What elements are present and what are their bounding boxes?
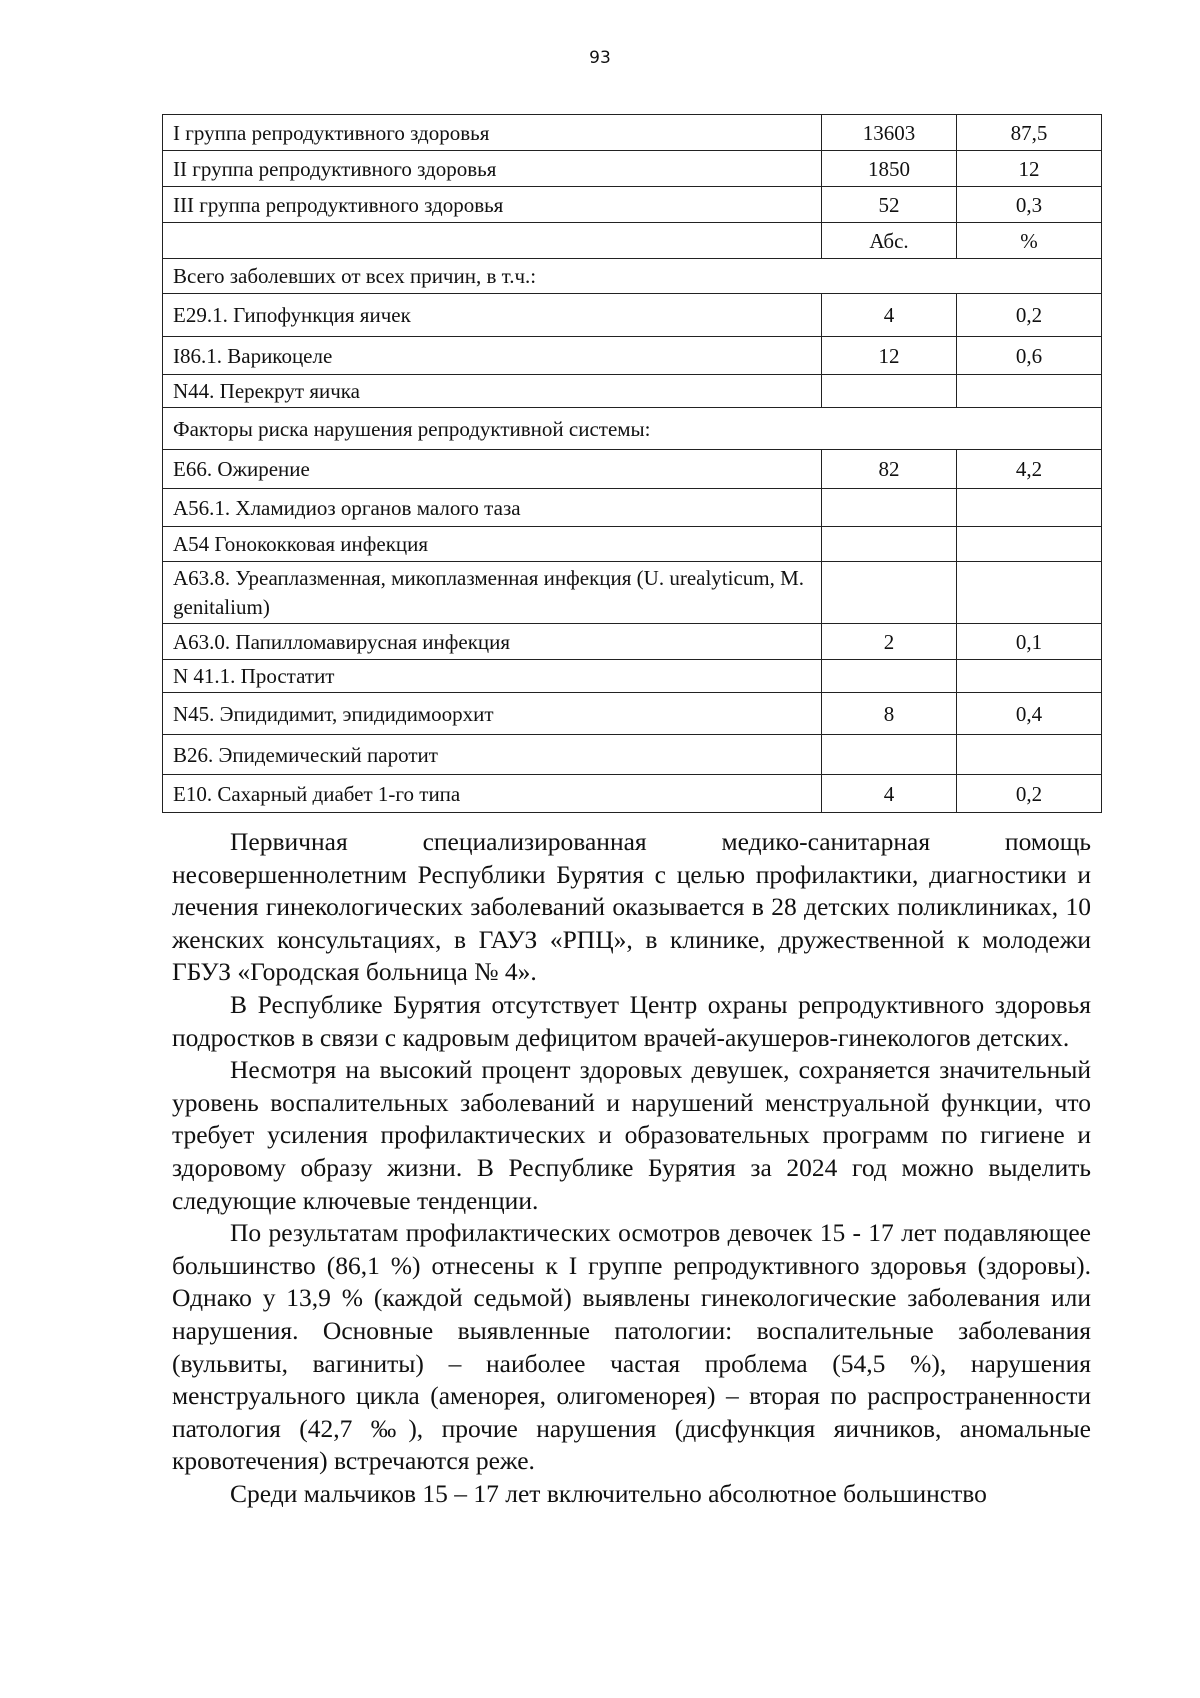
abs-value-cell: 1850 xyxy=(822,151,957,187)
abs-value-cell: 2 xyxy=(822,624,957,660)
percent-value-cell: 12 xyxy=(957,151,1102,187)
body-text xyxy=(172,826,1091,1510)
paragraph-3: Несмотря на высокий процент здоровых девушек, сохраняется значительный уровень воспалительных заболеваний и нарушений менструальной функции, что требует усиления профилактических и образовательных программ по гигиене и здоровому образу жизни. В Республике Бурятия за 2024 год можно выделить следующие ключевые тенденции. xyxy=(172,1055,1091,1215)
table-row xyxy=(163,151,1102,187)
row-label-cell: Всего заболевших от всех причин, в т.ч.: xyxy=(163,259,1102,294)
paragraph-4: По результатам профилактических осмотров девочек 15 - 17 лет подавляющее большинство (86,1 %) отнесены к I группе репродуктивного здоровья (здоровы). Однако у 13,9 % (каждой седьмой) выявлены гинекологические заболевания или нарушения. Основные выявленные патологии: воспалительные заболевания (вульвиты, вагиниты) – наиболее частая проблема (54,5 %), нарушения менструального цикла (аменорея, олигоменорея) – вторая по распространенности патология (42,7 ‰), прочие нарушения (дисфункция яичников, аномальные кровотечения) встречаются реже. xyxy=(172,1218,1091,1476)
row-label-cell: A63.0. Папилломавирусная инфекция xyxy=(163,624,822,660)
percent-value-cell: 0,2 xyxy=(957,775,1102,813)
abs-value-cell xyxy=(822,489,957,527)
percent-value-cell xyxy=(957,527,1102,562)
table-row xyxy=(163,735,1102,775)
abs-value-cell xyxy=(822,660,957,693)
row-label-cell: III группа репродуктивного здоровья xyxy=(163,187,822,223)
table-row xyxy=(163,375,1102,408)
abs-value-cell: 4 xyxy=(822,294,957,337)
abs-value-cell: 8 xyxy=(822,693,957,735)
row-label-cell: A54 Гонококковая инфекция xyxy=(163,527,822,562)
table-row xyxy=(163,624,1102,660)
abs-value-cell xyxy=(822,375,957,408)
table-row xyxy=(163,489,1102,527)
row-label-cell: E10. Сахарный диабет 1-го типа xyxy=(163,775,822,813)
row-label-cell: E66. Ожирение xyxy=(163,450,822,489)
row-label-cell: Факторы риска нарушения репродуктивной системы: xyxy=(163,408,1102,450)
table-row xyxy=(163,527,1102,562)
row-label-cell: I86.1. Варикоцеле xyxy=(163,337,822,375)
abs-value-cell: 13603 xyxy=(822,115,957,151)
table-body xyxy=(163,115,1102,813)
abs-value-cell: 12 xyxy=(822,337,957,375)
percent-value-cell: % xyxy=(957,223,1102,259)
percent-value-cell xyxy=(957,489,1102,527)
percent-value-cell xyxy=(957,660,1102,693)
table-row xyxy=(163,775,1102,813)
table-row xyxy=(163,660,1102,693)
abs-value-cell: 52 xyxy=(822,187,957,223)
table-row xyxy=(163,562,1102,624)
row-label-cell xyxy=(163,223,822,259)
table-row xyxy=(163,337,1102,375)
table-row xyxy=(163,259,1102,294)
abs-value-cell: 82 xyxy=(822,450,957,489)
paragraph-2: В Республике Бурятия отсутствует Центр охраны репродуктивного здоровья подростков в связи с кадровым дефицитом врачей-акушеров-гинекологов детских. xyxy=(172,989,1091,1052)
percent-value-cell: 0,3 xyxy=(957,187,1102,223)
percent-value-cell xyxy=(957,375,1102,408)
table-row xyxy=(163,408,1102,450)
table-row xyxy=(163,450,1102,489)
percent-value-cell: 87,5 xyxy=(957,115,1102,151)
table-row xyxy=(163,115,1102,151)
paragraph-1: Первичная специализированная медико-санитарная помощь несовершеннолетним Республики Бурятия с целью профилактики, диагностики и лечения гинекологических заболеваний оказывается в 28 детских поликлиниках, 10 женских консультациях, в ГАУЗ «РПЦ», в клинике, дружественной к молодежи ГБУЗ «Городская больница № 4». xyxy=(172,827,1091,987)
abs-value-cell xyxy=(822,562,957,624)
row-label-cell: A63.8. Уреаплазменная, микоплазменная инфекция (U. urealyticum, M. genitalium) xyxy=(163,562,822,624)
row-label-cell: A56.1. Хламидиоз органов малого таза xyxy=(163,489,822,527)
page-number: 93 xyxy=(589,48,611,68)
abs-value-cell xyxy=(822,527,957,562)
row-label-cell: I группа репродуктивного здоровья xyxy=(163,115,822,151)
reproductive-health-table xyxy=(162,114,1102,813)
row-label-cell: N44. Перекрут яичка xyxy=(163,375,822,408)
table-row xyxy=(163,294,1102,337)
abs-value-cell: Абс. xyxy=(822,223,957,259)
percent-value-cell xyxy=(957,735,1102,775)
row-label-cell: N 41.1. Простатит xyxy=(163,660,822,693)
row-label-cell: E29.1. Гипофункция яичек xyxy=(163,294,822,337)
percent-value-cell: 4,2 xyxy=(957,450,1102,489)
row-label-cell: B26. Эпидемический паротит xyxy=(163,735,822,775)
row-label-cell: II группа репродуктивного здоровья xyxy=(163,151,822,187)
abs-value-cell xyxy=(822,735,957,775)
abs-value-cell: 4 xyxy=(822,775,957,813)
table-row xyxy=(163,223,1102,259)
percent-value-cell: 0,2 xyxy=(957,294,1102,337)
table-row xyxy=(163,693,1102,735)
percent-value-cell: 0,1 xyxy=(957,624,1102,660)
row-label-cell: N45. Эпидидимит, эпидидимоорхит xyxy=(163,693,822,735)
percent-value-cell: 0,6 xyxy=(957,337,1102,375)
paragraph-5: Среди мальчиков 15 – 17 лет включительно абсолютное большинство xyxy=(230,1478,987,1508)
table-row xyxy=(163,187,1102,223)
percent-value-cell xyxy=(957,562,1102,624)
percent-value-cell: 0,4 xyxy=(957,693,1102,735)
